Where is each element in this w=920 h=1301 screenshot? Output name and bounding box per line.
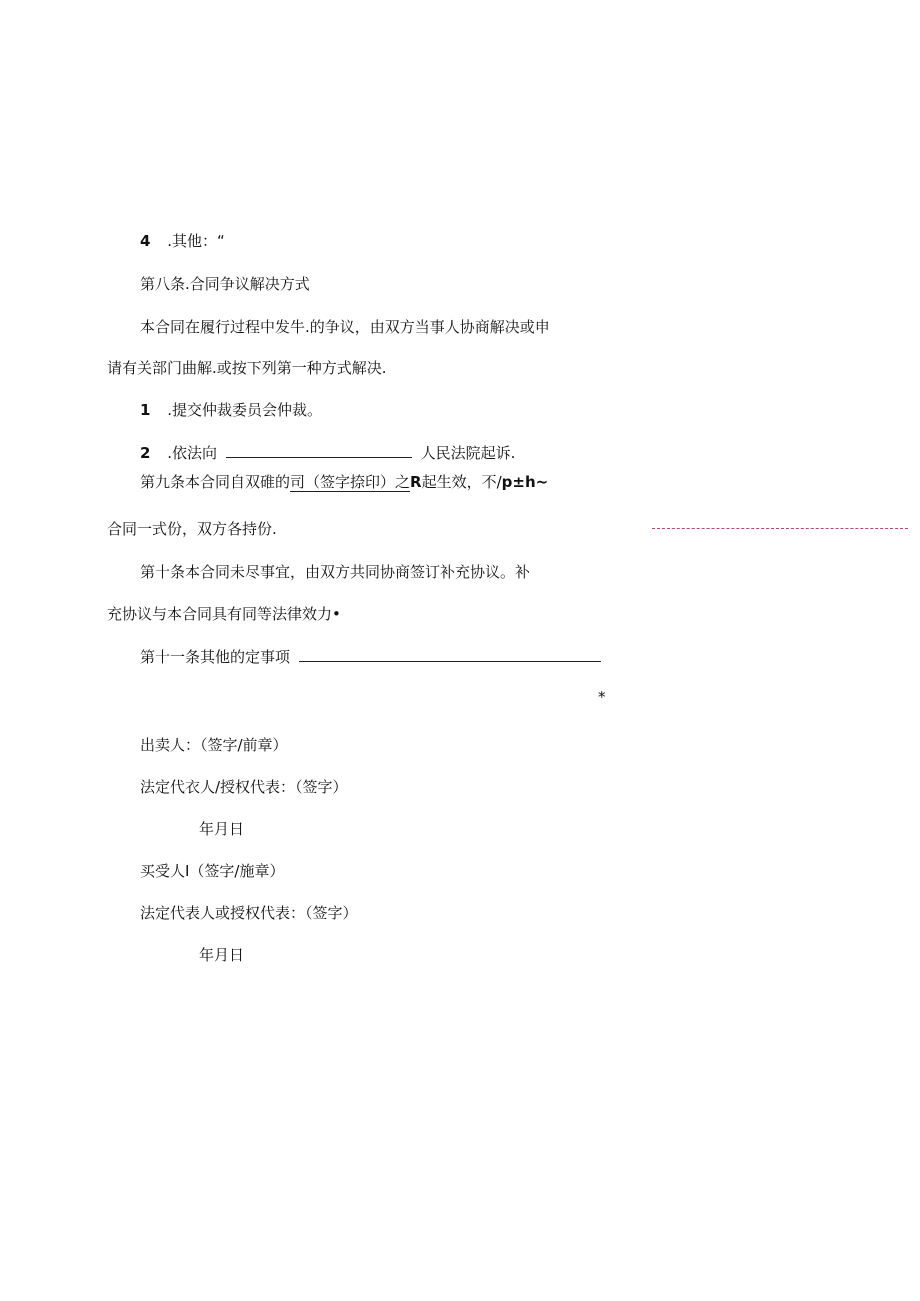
article-9-bold-tail: p±h~ [501, 473, 549, 491]
dashed-divider [652, 528, 908, 529]
article-9-bold-r: R [410, 473, 422, 491]
item-4 [140, 231, 225, 251]
article-11 [140, 646, 601, 666]
article-8-title: 第八条.合同争议解决方式 [140, 275, 310, 293]
option-1-text: .提交仲裁委员会仲裁。 [167, 401, 322, 419]
buyer-representative-line: 法定代表人或授权代表：（签字） [140, 904, 358, 922]
article-9 [140, 472, 548, 492]
option-2-text-pre: .依法向 [167, 444, 217, 462]
option-2-number: 2 [140, 444, 151, 462]
article-9-underlined: 司（签字捺印）之 [290, 473, 411, 491]
option-2-text-post: 人民法院起诉. [420, 444, 516, 462]
option-1-number: 1 [140, 401, 151, 419]
article-8-paragraph-line2: 请有关部门曲解.或按下列第一种方式解决. [107, 359, 387, 377]
seller-representative-line: 法定代衣人/授权代表：（签字） [140, 778, 348, 796]
item-4-text: .其他：“ [167, 232, 225, 250]
article-8-paragraph-line1: 本合同在履行过程中发牛.的争议，由双方当事人协商解决或申 [140, 318, 550, 336]
article-10-line2: 充协议与本合同具有同等法律效力• [107, 605, 341, 623]
seller-date: 年月日 [199, 820, 245, 838]
option-1 [140, 400, 322, 420]
seller-signature-line: 出卖人：（签字/前章） [140, 736, 288, 754]
item-4-number: 4 [140, 232, 151, 250]
article-10-line1: 第十条本合同未尽事宜，由双方共同协商签订补充协议。补 [140, 563, 531, 581]
option-2 [140, 442, 515, 462]
asterisk-mark: * [598, 688, 606, 706]
article-9-continuation: 合同一式份，双方各持份. [107, 520, 277, 538]
article-9-pre: 第九条本合同自双碓的 [140, 473, 291, 491]
buyer-date: 年月日 [199, 946, 245, 964]
other-matters-blank[interactable] [299, 646, 601, 662]
court-name-blank[interactable] [226, 442, 412, 458]
article-9-mid: 起生效，不/ [421, 473, 502, 491]
article-11-text: 第十一条其他的定事项 [140, 648, 291, 666]
buyer-signature-line: 买受人I（签字/施章） [140, 862, 285, 880]
